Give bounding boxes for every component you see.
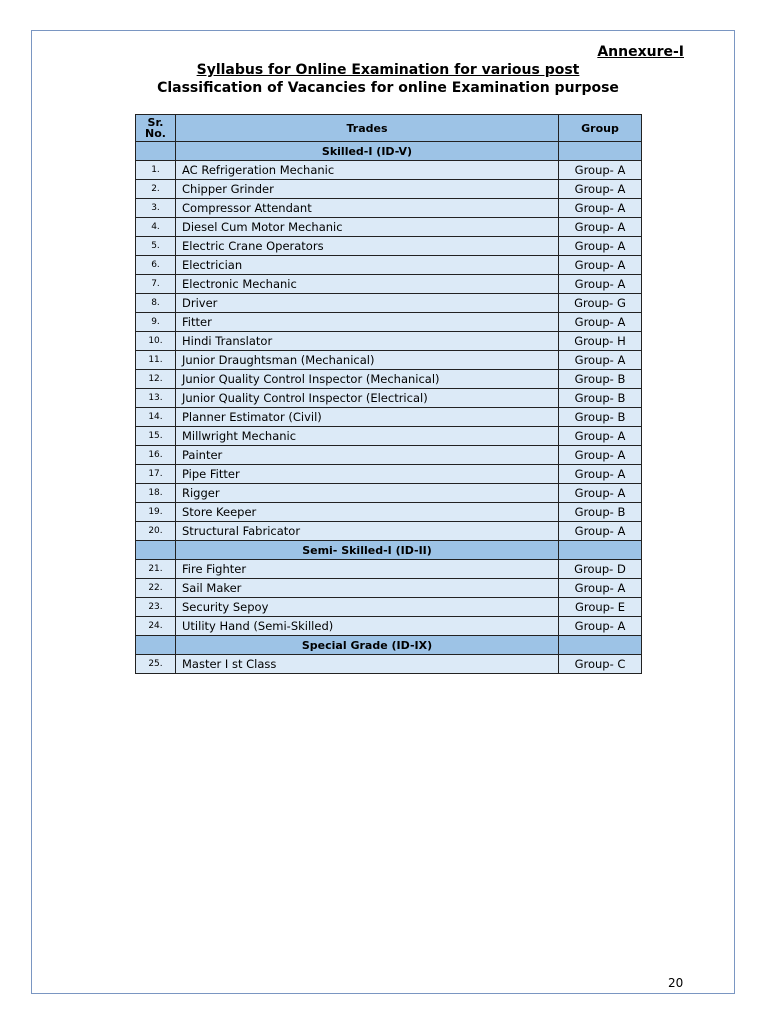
table-row bbox=[136, 427, 642, 446]
trade-cell: Structural Fabricator bbox=[176, 522, 559, 541]
section-empty-cell bbox=[559, 541, 642, 560]
sr-no-cell: 24. bbox=[136, 617, 176, 636]
group-cell: Group- A bbox=[559, 427, 642, 446]
sr-no-cell: 15. bbox=[136, 427, 176, 446]
trade-cell: Electronic Mechanic bbox=[176, 275, 559, 294]
table-header-row bbox=[136, 115, 642, 142]
trade-cell: Junior Draughtsman (Mechanical) bbox=[176, 351, 559, 370]
section-empty-cell bbox=[136, 142, 176, 161]
trade-cell: Driver bbox=[176, 294, 559, 313]
sr-no-cell: 10. bbox=[136, 332, 176, 351]
table-row bbox=[136, 598, 642, 617]
section-empty-cell bbox=[136, 636, 176, 655]
table-row bbox=[136, 617, 642, 636]
table-row bbox=[136, 370, 642, 389]
sr-no-cell: 2. bbox=[136, 180, 176, 199]
table-row bbox=[136, 161, 642, 180]
table-row bbox=[136, 351, 642, 370]
table-row bbox=[136, 332, 642, 351]
table-row bbox=[136, 389, 642, 408]
table-row bbox=[136, 218, 642, 237]
sr-no-cell: 22. bbox=[136, 579, 176, 598]
sr-no-cell: 7. bbox=[136, 275, 176, 294]
group-header: Group bbox=[559, 115, 642, 142]
group-cell: Group- B bbox=[559, 389, 642, 408]
sr-no-cell: 19. bbox=[136, 503, 176, 522]
sr-no-cell: 25. bbox=[136, 655, 176, 674]
section-header-row bbox=[136, 636, 642, 655]
table-row bbox=[136, 199, 642, 218]
trade-cell: Master I st Class bbox=[176, 655, 559, 674]
table-row bbox=[136, 237, 642, 256]
trade-cell: Electrician bbox=[176, 256, 559, 275]
table-row bbox=[136, 275, 642, 294]
group-cell: Group- E bbox=[559, 598, 642, 617]
sr-no-cell: 13. bbox=[136, 389, 176, 408]
trade-cell: Compressor Attendant bbox=[176, 199, 559, 218]
trade-cell: Store Keeper bbox=[176, 503, 559, 522]
sr-no-cell: 3. bbox=[136, 199, 176, 218]
table-row bbox=[136, 408, 642, 427]
trade-cell: Chipper Grinder bbox=[176, 180, 559, 199]
group-cell: Group- H bbox=[559, 332, 642, 351]
table-row bbox=[136, 180, 642, 199]
section-empty-cell bbox=[559, 636, 642, 655]
sr-no-cell: 21. bbox=[136, 560, 176, 579]
sr-no-cell: 6. bbox=[136, 256, 176, 275]
page-title: Syllabus for Online Examination for various post bbox=[196, 62, 580, 78]
sr-no-cell: 12. bbox=[136, 370, 176, 389]
sr-no-cell: 5. bbox=[136, 237, 176, 256]
section-header-row bbox=[136, 142, 642, 161]
group-cell: Group- A bbox=[559, 465, 642, 484]
group-cell: Group- C bbox=[559, 655, 642, 674]
table-row bbox=[136, 579, 642, 598]
group-cell: Group- B bbox=[559, 370, 642, 389]
table-row bbox=[136, 655, 642, 674]
sr-no-header bbox=[136, 115, 176, 142]
sr-no-cell: 14. bbox=[136, 408, 176, 427]
sr-header-line1: Sr. bbox=[147, 116, 164, 129]
trade-cell: Painter bbox=[176, 446, 559, 465]
section-title: Skilled-I (ID-V) bbox=[176, 142, 559, 161]
table-row bbox=[136, 560, 642, 579]
group-cell: Group- A bbox=[559, 313, 642, 332]
section-title: Special Grade (ID-IX) bbox=[176, 636, 559, 655]
table-row bbox=[136, 484, 642, 503]
annexure-label: Annexure-I bbox=[597, 44, 684, 60]
group-cell: Group- A bbox=[559, 161, 642, 180]
trade-cell: Fitter bbox=[176, 313, 559, 332]
trade-cell: Security Sepoy bbox=[176, 598, 559, 617]
table-row bbox=[136, 256, 642, 275]
group-cell: Group- A bbox=[559, 579, 642, 598]
trade-cell: Pipe Fitter bbox=[176, 465, 559, 484]
trade-cell: Diesel Cum Motor Mechanic bbox=[176, 218, 559, 237]
section-header-row bbox=[136, 541, 642, 560]
sr-no-cell: 8. bbox=[136, 294, 176, 313]
group-cell: Group- A bbox=[559, 446, 642, 465]
trade-cell: Sail Maker bbox=[176, 579, 559, 598]
trade-cell: Planner Estimator (Civil) bbox=[176, 408, 559, 427]
sr-no-cell: 17. bbox=[136, 465, 176, 484]
table-row bbox=[136, 465, 642, 484]
group-cell: Group- B bbox=[559, 408, 642, 427]
group-cell: Group- A bbox=[559, 180, 642, 199]
page-subtitle: Classification of Vacancies for online Examination purpose bbox=[157, 80, 619, 96]
table-row bbox=[136, 446, 642, 465]
page-number: 20 bbox=[668, 976, 684, 990]
vacancy-table bbox=[135, 114, 642, 674]
table-row bbox=[136, 313, 642, 332]
sr-no-cell: 11. bbox=[136, 351, 176, 370]
trade-cell: Electric Crane Operators bbox=[176, 237, 559, 256]
trade-cell: AC Refrigeration Mechanic bbox=[176, 161, 559, 180]
trade-cell: Millwright Mechanic bbox=[176, 427, 559, 446]
sr-no-cell: 1. bbox=[136, 161, 176, 180]
group-cell: Group- A bbox=[559, 275, 642, 294]
table-row bbox=[136, 294, 642, 313]
group-cell: Group- D bbox=[559, 560, 642, 579]
sr-no-cell: 23. bbox=[136, 598, 176, 617]
sr-no-cell: 20. bbox=[136, 522, 176, 541]
trade-cell: Junior Quality Control Inspector (Electrical) bbox=[176, 389, 559, 408]
sr-header-line2: No. bbox=[145, 127, 166, 140]
trade-cell: Hindi Translator bbox=[176, 332, 559, 351]
trade-cell: Junior Quality Control Inspector (Mechanical) bbox=[176, 370, 559, 389]
trade-cell: Utility Hand (Semi-Skilled) bbox=[176, 617, 559, 636]
group-cell: Group- B bbox=[559, 503, 642, 522]
section-empty-cell bbox=[559, 142, 642, 161]
section-title: Semi- Skilled-I (ID-II) bbox=[176, 541, 559, 560]
trade-cell: Fire Fighter bbox=[176, 560, 559, 579]
sr-no-cell: 18. bbox=[136, 484, 176, 503]
table-row bbox=[136, 503, 642, 522]
sr-no-cell: 16. bbox=[136, 446, 176, 465]
group-cell: Group- A bbox=[559, 237, 642, 256]
group-cell: Group- G bbox=[559, 294, 642, 313]
section-empty-cell bbox=[136, 541, 176, 560]
group-cell: Group- A bbox=[559, 617, 642, 636]
table-row bbox=[136, 522, 642, 541]
group-cell: Group- A bbox=[559, 484, 642, 503]
group-cell: Group- A bbox=[559, 256, 642, 275]
sr-no-cell: 9. bbox=[136, 313, 176, 332]
sr-no-cell: 4. bbox=[136, 218, 176, 237]
trades-header: Trades bbox=[176, 115, 559, 142]
group-cell: Group- A bbox=[559, 351, 642, 370]
trade-cell: Rigger bbox=[176, 484, 559, 503]
group-cell: Group- A bbox=[559, 522, 642, 541]
group-cell: Group- A bbox=[559, 218, 642, 237]
group-cell: Group- A bbox=[559, 199, 642, 218]
